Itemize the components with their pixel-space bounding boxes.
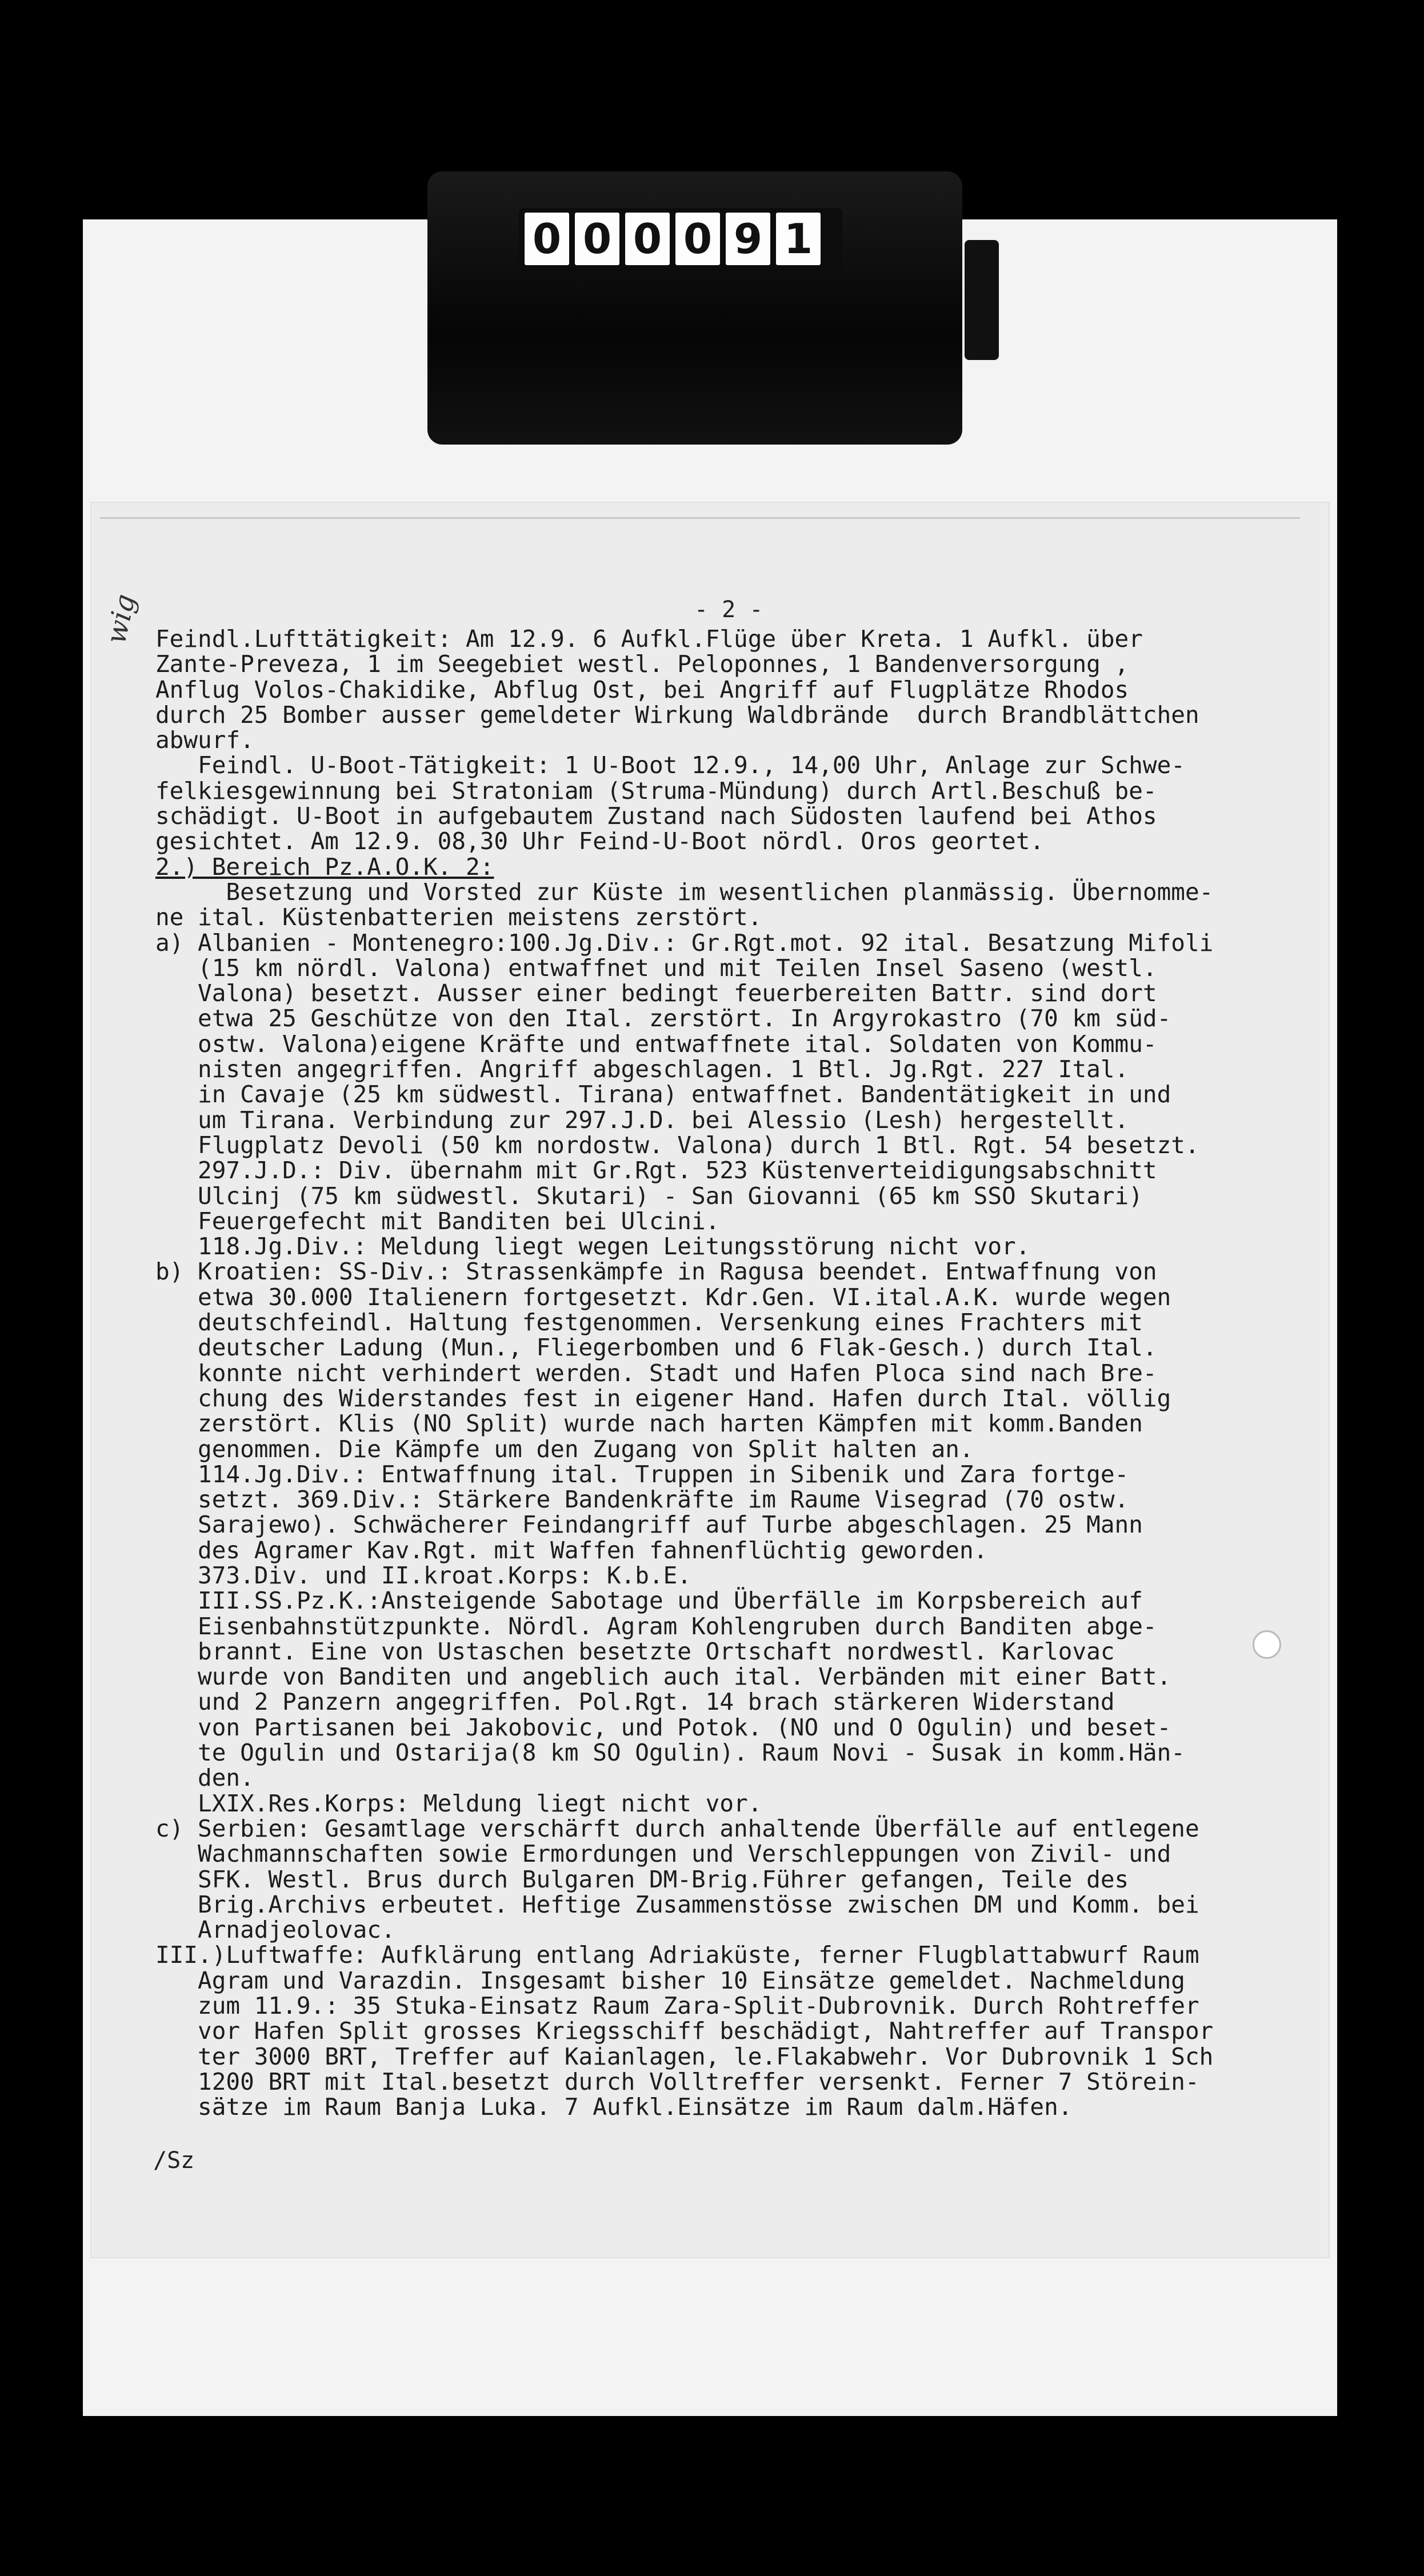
text-line: a) Albanien - Montenegro:100.Jg.Div.: Gr.Rgt.mot. 92 ital. Besatzung Mifoli [155, 929, 1214, 957]
counter-digit: 0 [575, 213, 619, 265]
text-line: wurde von Banditen und angeblich auch ital. Verbänden mit einer Batt. [155, 1663, 1171, 1691]
counter-digit: 0 [625, 213, 670, 265]
text-line: genommen. Die Kämpfe um den Zugang von Split halten an. [155, 1435, 974, 1463]
text-line: (15 km nördl. Valona) entwaffnet und mit Teilen Insel Saseno (westl. [155, 954, 1157, 982]
text-line: te Ogulin und Ostarija(8 km SO Ogulin). Raum Novi - Susak in komm.Hän- [155, 1739, 1185, 1767]
frame-counter-device [427, 171, 962, 445]
counter-digit: 0 [675, 213, 720, 265]
section-heading: 2.) Bereich Pz.A.O.K. 2: [155, 853, 494, 881]
punch-hole [1253, 1630, 1281, 1659]
text-line: 1200 BRT mit Ital.besetzt durch Volltreffer versenkt. Ferner 7 Störein- [155, 2067, 1199, 2095]
text-line: zerstört. Klis (NO Split) wurde nach harten Kämpfen mit komm.Banden [155, 1410, 1143, 1438]
text-line: sätze im Raum Banja Luka. 7 Aufkl.Einsätze im Raum dalm.Häfen. [155, 2093, 1073, 2121]
text-line: deutscher Ladung (Mun., Fliegerbomben und 6 Flak-Gesch.) durch Ital. [155, 1334, 1157, 1362]
counter-knob [965, 240, 999, 360]
text-line: Sarajewo). Schwächerer Feindangriff auf Turbe abgeschlagen. 25 Mann [155, 1511, 1143, 1539]
text-line: 118.Jg.Div.: Meldung liegt wegen Leitungsstörung nicht vor. [155, 1233, 1030, 1261]
text-line: vor Hafen Split grosses Kriegsschiff beschädigt, Nahtreffer auf Transpor [155, 2017, 1214, 2045]
text-line: SFK. Westl. Brus durch Bulgaren DM-Brig.Führer gefangen, Teile des [155, 1865, 1129, 1893]
text-line: ne ital. Küstenbatterien meistens zerstört. [155, 903, 762, 931]
text-line: ter 3000 BRT, Treffer auf Kaianlagen, le.Flakabwehr. Vor Dubrovnik 1 Sch [155, 2042, 1214, 2070]
text-line: von Partisanen bei Jakobovic, und Potok. (NO und O Ogulin) und beset- [155, 1713, 1171, 1741]
text-line: schädigt. U-Boot in aufgebautem Zustand nach Südosten laufend bei Athos [155, 802, 1157, 830]
text-line: etwa 25 Geschütze von den Ital. zerstört. In Argyrokastro (70 km süd- [155, 1005, 1171, 1033]
text-line: in Cavaje (25 km südwestl. Tirana) entwaffnet. Bandentätigkeit in und [155, 1081, 1171, 1109]
text-line: Zante-Preveza, 1 im Seegebiet westl. Peloponnes, 1 Bandenversorgung , [155, 650, 1129, 678]
text-line: den. [155, 1764, 254, 1792]
text-line: chung des Widerstandes fest in eigener Hand. Hafen durch Ital. völlig [155, 1384, 1171, 1412]
text-line: ostw. Valona)eigene Kräfte und entwaffnete ital. Soldaten von Kommu- [155, 1030, 1157, 1058]
text-line: brannt. Eine von Ustaschen besetzte Ortschaft nordwestl. Karlovac [155, 1637, 1115, 1665]
text-line: 114.Jg.Div.: Entwaffnung ital. Truppen in Sibenik und Zara fortge- [155, 1460, 1129, 1488]
counter-digit: 1 [776, 213, 821, 265]
text-line: um Tirana. Verbindung zur 297.J.D. bei Alessio (Lesh) hergestellt. [155, 1106, 1129, 1134]
text-line: setzt. 369.Div.: Stärkere Bandenkräfte im Raume Visegrad (70 ostw. [155, 1486, 1129, 1514]
underlying-sheet-edge [100, 517, 1300, 593]
counter-digits [525, 213, 821, 265]
text-line: gesichtet. Am 12.9. 08,30 Uhr Feind-U-Boot nördl. Oros geortet. [155, 827, 1045, 855]
document-body [155, 626, 1298, 2120]
text-line: Valona) besetzt. Ausser einer bedingt feuerbereiten Battr. sind dort [155, 979, 1157, 1007]
text-line: nisten angegriffen. Angriff abgeschlagen. 1 Btl. Jg.Rgt. 227 Ital. [155, 1055, 1129, 1083]
text-line: und 2 Panzern angegriffen. Pol.Rgt. 14 brach stärkeren Widerstand [155, 1688, 1115, 1716]
text-line: Feindl. U-Boot-Tätigkeit: 1 U-Boot 12.9., 14,00 Uhr, Anlage zur Schwe- [155, 751, 1185, 779]
text-line: 373.Div. und II.kroat.Korps: K.b.E. [155, 1561, 691, 1589]
text-line: abwurf. [155, 726, 254, 754]
text-line: Feuergefecht mit Banditen bei Ulcini. [155, 1207, 720, 1235]
text-line: Wachmannschaften sowie Ermordungen und Verschleppungen von Zivil- und [155, 1840, 1171, 1868]
counter-digit: 9 [726, 213, 770, 265]
text-line: Agram und Varazdin. Insgesamt bisher 10 Einsätze gemeldet. Nachmeldung [155, 1966, 1185, 1994]
text-line: III.SS.Pz.K.:Ansteigende Sabotage und Überfälle im Korpsbereich auf [155, 1587, 1143, 1615]
text-line: b) Kroatien: SS-Div.: Strassenkämpfe in Ragusa beendet. Entwaffnung von [155, 1258, 1157, 1286]
text-line: des Agramer Kav.Rgt. mit Waffen fahnenflüchtig geworden. [155, 1536, 988, 1564]
text-line: Ulcinj (75 km südwestl. Skutari) - San Giovanni (65 km SSO Skutari) [155, 1182, 1143, 1210]
text-line: deutschfeindl. Haltung festgenommen. Versenkung eines Frachters mit [155, 1309, 1143, 1337]
text-line: Anflug Volos-Chakidike, Abflug Ost, bei Angriff auf Flugplätze Rhodos [155, 675, 1129, 703]
text-line: konnte nicht verhindert werden. Stadt und Hafen Ploca sind nach Bre- [155, 1359, 1157, 1387]
text-line: 297.J.D.: Div. übernahm mit Gr.Rgt. 523 Küstenverteidigungsabschnitt [155, 1157, 1157, 1185]
handwritten-margin-note: wig [100, 591, 142, 647]
counter-digit: 0 [525, 213, 569, 265]
text-line: LXIX.Res.Korps: Meldung liegt nicht vor. [155, 1789, 762, 1817]
text-line: etwa 30.000 Italienern fortgesetzt. Kdr.Gen. VI.ital.A.K. wurde wegen [155, 1283, 1171, 1311]
text-line: zum 11.9.: 35 Stuka-Einsatz Raum Zara-Split-Dubrovnik. Durch Rohtreffer [155, 1992, 1199, 2020]
counter-window [519, 208, 842, 271]
text-line: Arnadjeolovac. [155, 1916, 395, 1944]
page-number: - 2 - [694, 597, 763, 623]
signature-initials: /Sz [153, 2147, 195, 2174]
text-line: c) Serbien: Gesamtlage verschärft durch anhaltende Überfälle auf entlegene [155, 1814, 1199, 1842]
text-line: III.)Luftwaffe: Aufklärung entlang Adriaküste, ferner Flugblattabwurf Raum [155, 1941, 1199, 1969]
text-line: Feindl.Lufttätigkeit: Am 12.9. 6 Aufkl.Flüge über Kreta. 1 Aufkl. über [155, 625, 1143, 653]
text-line: Flugplatz Devoli (50 km nordostw. Valona) durch 1 Btl. Rgt. 54 besetzt. [155, 1131, 1199, 1159]
text-line: durch 25 Bomber ausser gemeldeter Wirkung Waldbrände durch Brandblättchen [155, 701, 1199, 729]
text-line: Besetzung und Vorsted zur Küste im wesentlichen planmässig. Übernomme- [155, 878, 1214, 906]
text-line: felkiesgewinnung bei Stratoniam (Struma-Mündung) durch Artl.Beschuß be- [155, 777, 1157, 805]
text-line: Eisenbahnstützpunkte. Nördl. Agram Kohlengruben durch Banditen abge- [155, 1612, 1157, 1640]
text-line: Brig.Archivs erbeutet. Heftige Zusammenstösse zwischen DM und Komm. bei [155, 1890, 1199, 1918]
